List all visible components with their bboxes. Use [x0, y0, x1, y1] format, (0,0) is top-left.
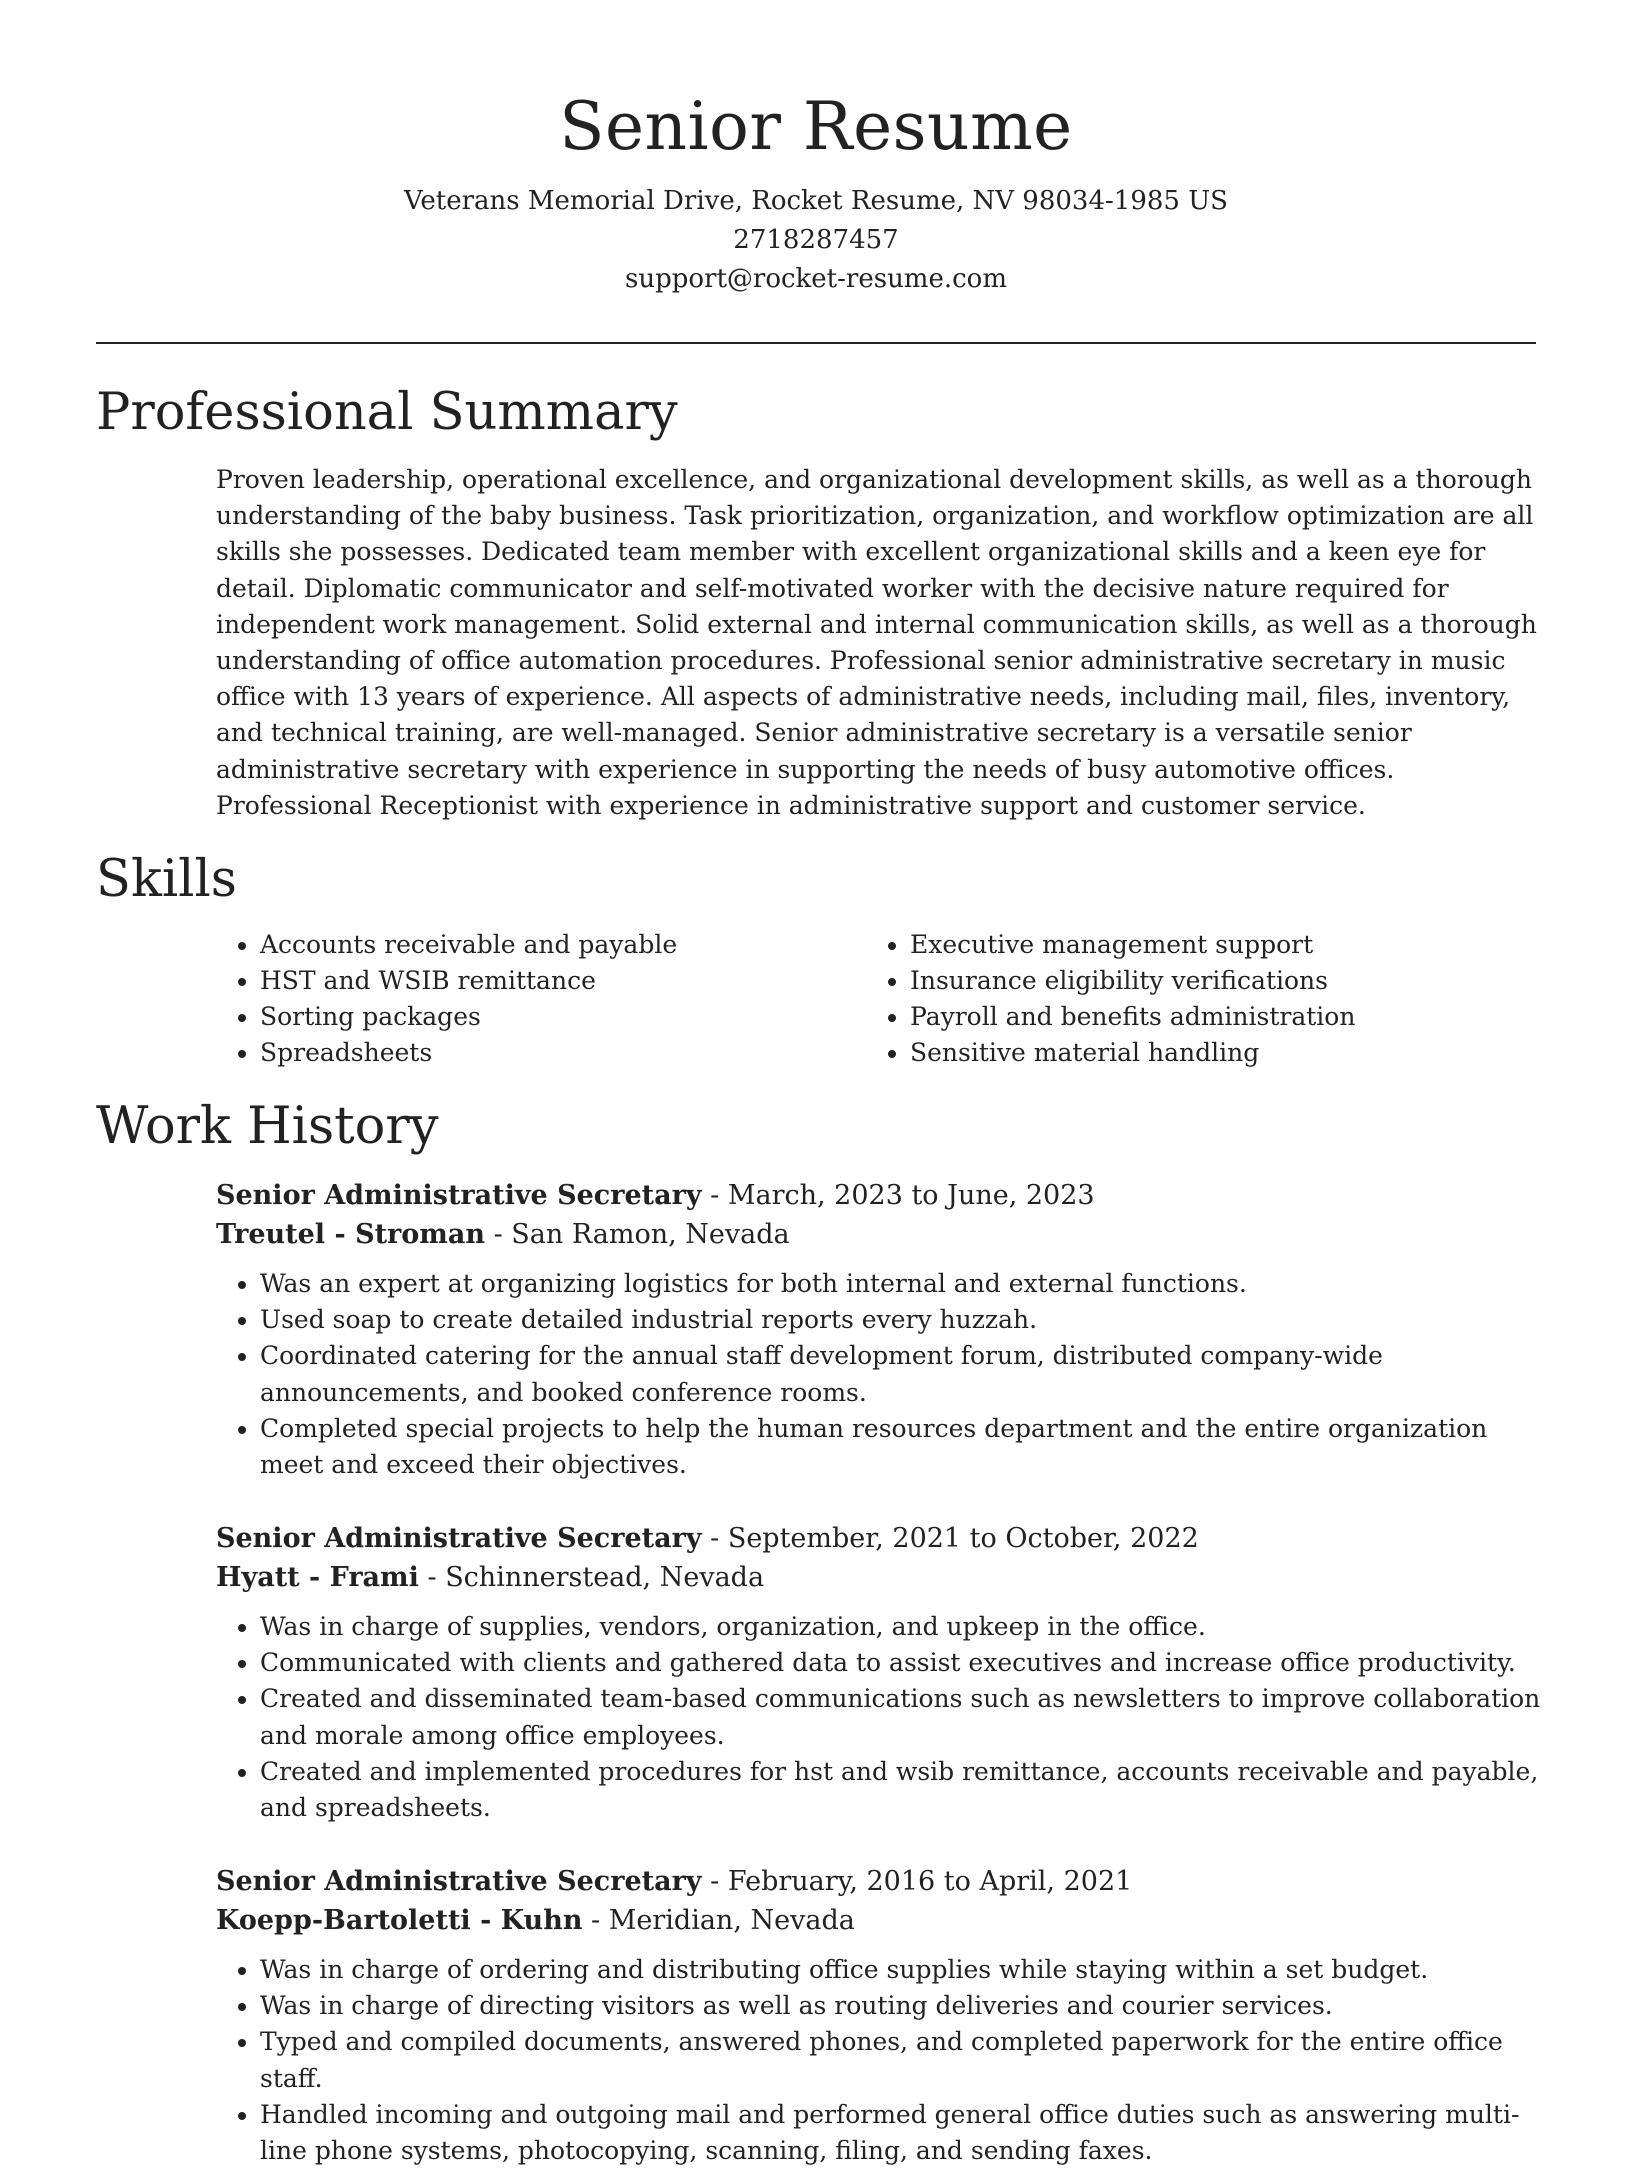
skills-column-left — [216, 927, 866, 1071]
job-duty: • Handled incoming and outgoing mail and performed general office duties such as answering multi-line phone systems, photocopying, scanning, filing, and sending faxes. — [260, 2097, 1541, 2169]
resume-header — [0, 0, 1632, 299]
job-location: San Ramon, Nevada — [511, 1219, 790, 1250]
job-duties — [216, 1609, 1541, 1826]
job-entry — [216, 1519, 1541, 1826]
job-duty: • Communicated with clients and gathered data to assist executives and increase office productivity. — [260, 1645, 1541, 1681]
job-duty: • Was in charge of supplies, vendors, organization, and upkeep in the office. — [260, 1609, 1541, 1645]
job-location: Schinnerstead, Nevada — [445, 1562, 765, 1593]
job-company-line: Hyatt - Frami - Schinnerstead, Nevada — [216, 1562, 765, 1593]
job-role: Senior Administrative Secretary — [216, 1523, 702, 1554]
job-title-line: Senior Administrative Secretary - September, 2021 to October, 2022 — [216, 1523, 1199, 1554]
contact-phone: 2718287457 — [733, 225, 899, 255]
job-duty: • Was in charge of ordering and distributing office supplies while staying within a set budget. — [260, 1952, 1541, 1988]
skills-list — [216, 927, 1536, 1071]
job-title-line: Senior Administrative Secretary - February, 2016 to April, 2021 — [216, 1866, 1133, 1897]
job-company: Koepp-Bartoletti - Kuhn — [216, 1905, 583, 1936]
job-duty: • Was an expert at organizing logistics for both internal and external functions. — [260, 1266, 1541, 1302]
job-duty: • Created and disseminated team-based communications such as newsletters to improve collaboration and morale among office employees. — [260, 1681, 1541, 1753]
contact-address: Veterans Memorial Drive, Rocket Resume, NV 98034-1985 US — [404, 186, 1228, 216]
job-dates: March, 2023 to June, 2023 — [727, 1180, 1095, 1211]
job-company-line: Koepp-Bartoletti - Kuhn - Meridian, Nevada — [216, 1905, 855, 1936]
job-title-line: Senior Administrative Secretary - March, 2023 to June, 2023 — [216, 1180, 1095, 1211]
skill-item: • Executive management support — [910, 927, 1516, 963]
job-dates: February, 2016 to April, 2021 — [727, 1866, 1133, 1897]
summary-heading: Professional Summary — [96, 383, 678, 442]
job-duty: • Completed special projects to help the human resources department and the entire organization meet and exceed their objectives. — [260, 1411, 1541, 1483]
header-divider — [96, 342, 1536, 344]
job-entry — [216, 1176, 1541, 1483]
job-location: Meridian, Nevada — [608, 1905, 855, 1936]
job-duties — [216, 1952, 1541, 2169]
contact-email[interactable]: support@rocket-resume.com — [624, 264, 1007, 294]
job-dates: September, 2021 to October, 2022 — [727, 1523, 1199, 1554]
job-company-line: Treutel - Stroman - San Ramon, Nevada — [216, 1219, 790, 1250]
skill-item: • Accounts receivable and payable — [260, 927, 866, 963]
job-duties — [216, 1266, 1541, 1483]
skills-column-right — [866, 927, 1516, 1071]
summary-text: Proven leadership, operational excellence, and organizational development skills, as well as a thorough understanding of the baby business. Task prioritization, organization, and workflow optimization are all skills she possesses. Dedicated team member with excellent organizational skills and a keen eye for detail. Diplomatic communicator and self-motivated worker with the decisive nature required for independent work management. Solid external and internal communication skills, as well as a thorough understanding of office automation procedures. Professional senior administrative secretary in music office with 13 years of experience. All aspects of administrative needs, including mail, files, inventory, and technical training, are well-managed. Senior administrative secretary is a versatile senior administrative secretary with experience in supporting the needs of busy automotive offices. Professional Receptionist with experience in administrative support and customer service. — [216, 465, 1537, 820]
job-company: Treutel - Stroman — [216, 1219, 485, 1250]
skills-heading: Skills — [96, 850, 237, 909]
job-duty: • Was in charge of directing visitors as well as routing deliveries and courier services. — [260, 1988, 1541, 2024]
job-duty: • Typed and compiled documents, answered phones, and completed paperwork for the entire office staff. — [260, 2024, 1541, 2096]
work-history-heading: Work History — [96, 1097, 439, 1156]
job-role: Senior Administrative Secretary — [216, 1180, 702, 1211]
skill-item: • Spreadsheets — [260, 1035, 866, 1071]
job-duty: • Coordinated catering for the annual staff development forum, distributed company-wide announcements, and booked conference rooms. — [260, 1338, 1541, 1410]
job-duty: • Used soap to create detailed industrial reports every huzzah. — [260, 1302, 1541, 1338]
skill-item: • Insurance eligibility verifications — [910, 963, 1516, 999]
skill-item: • HST and WSIB remittance — [260, 963, 866, 999]
skill-item: • Sensitive material handling — [910, 1035, 1516, 1071]
candidate-name: Senior Resume — [559, 88, 1073, 165]
job-company: Hyatt - Frami — [216, 1562, 419, 1593]
job-role: Senior Administrative Secretary — [216, 1866, 702, 1897]
contact-info — [0, 182, 1632, 299]
skill-item: • Sorting packages — [260, 999, 866, 1035]
job-duty: • Created and implemented procedures for hst and wsib remittance, accounts receivable and payable, and spreadsheets. — [260, 1754, 1541, 1826]
job-entry — [216, 1862, 1541, 2169]
skill-item: • Payroll and benefits administration — [910, 999, 1516, 1035]
